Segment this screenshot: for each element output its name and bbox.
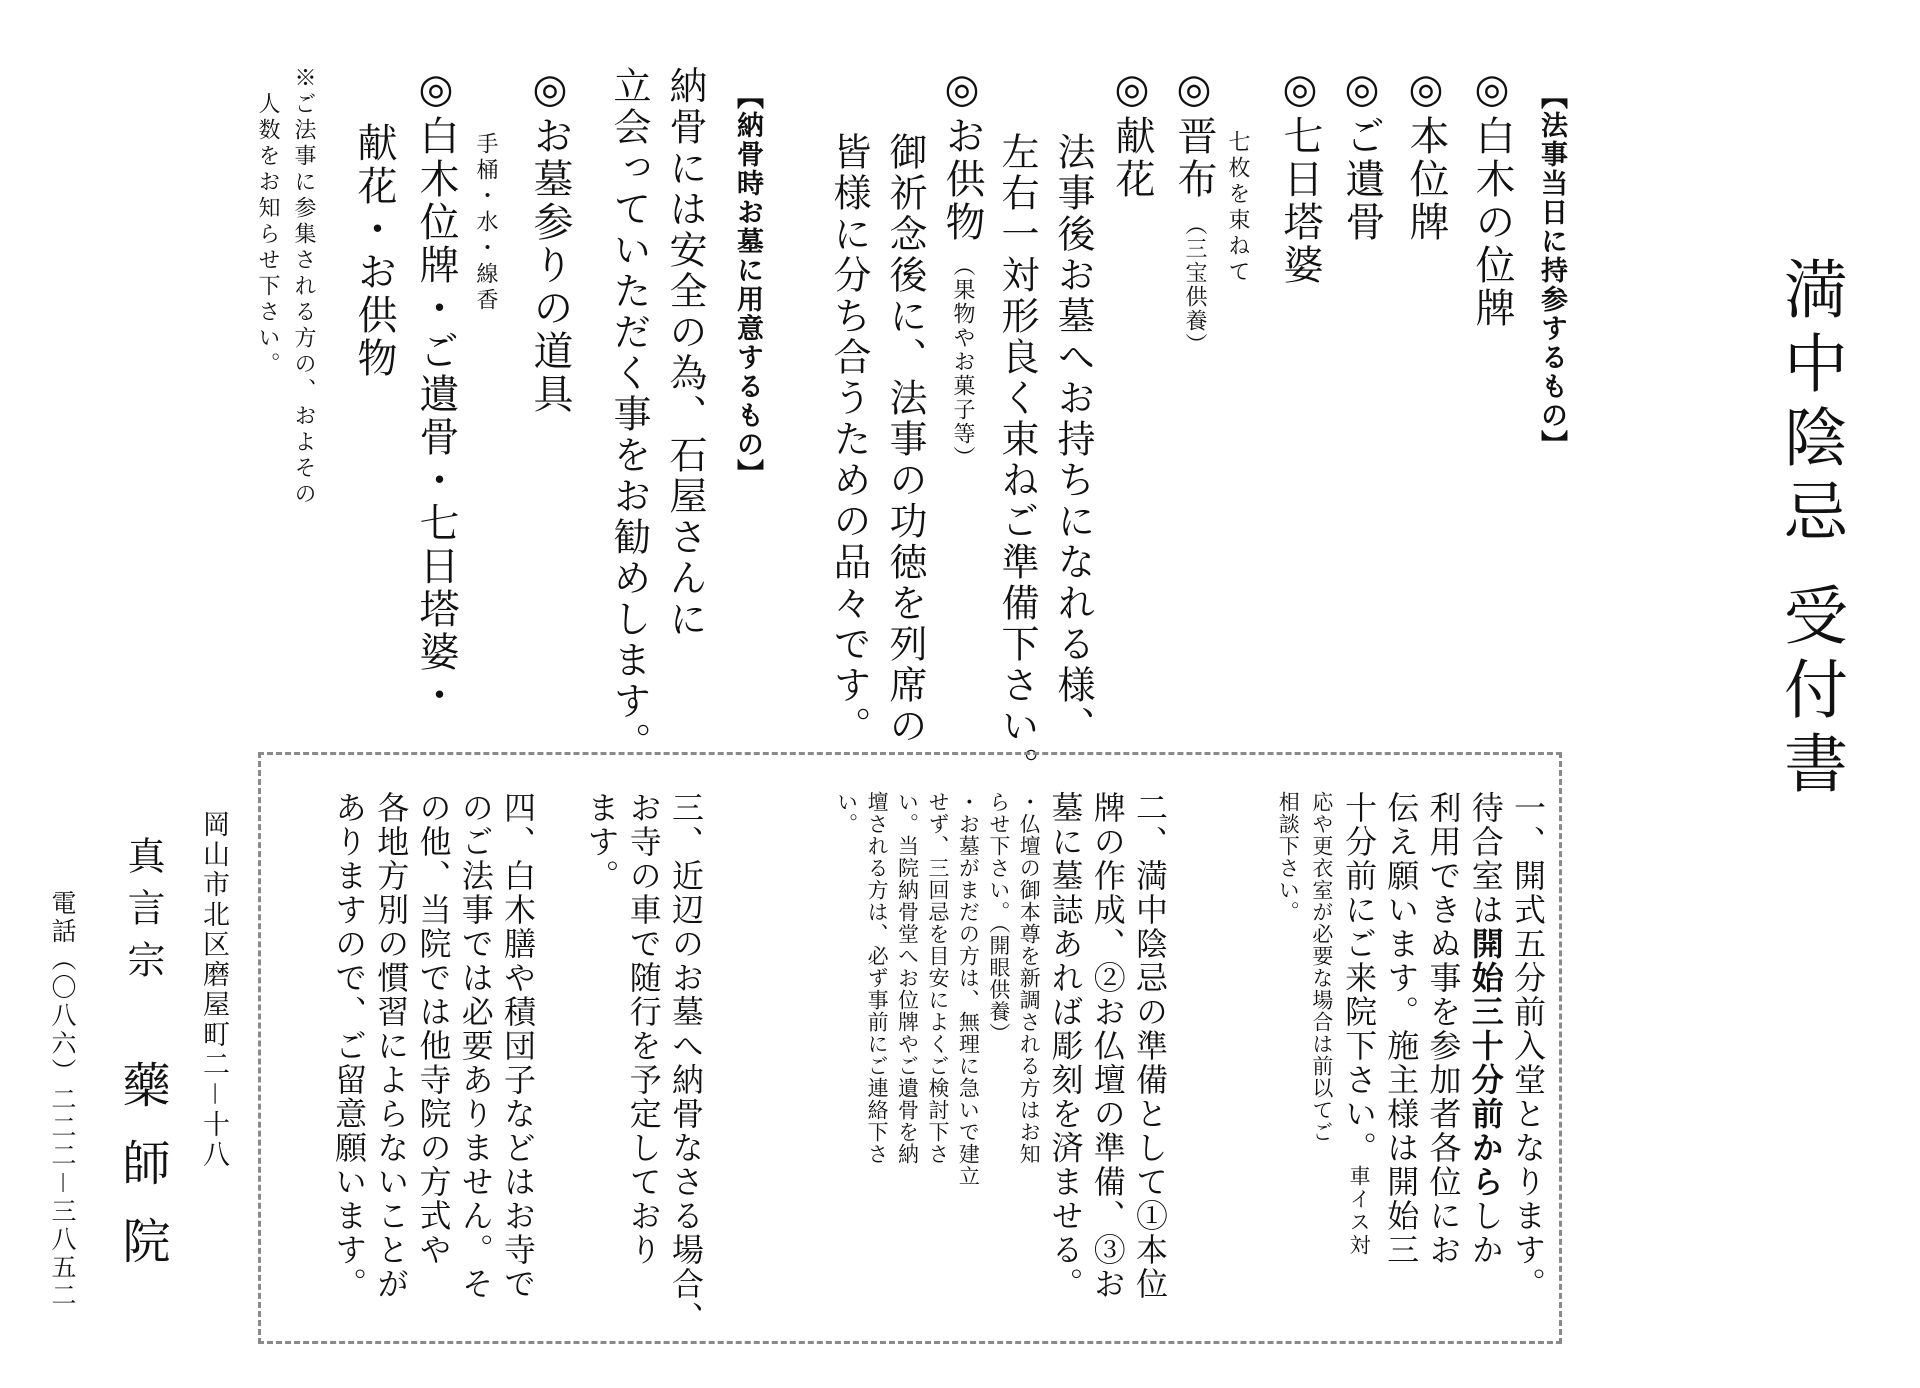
footnote-2: 人数をお知らせ下さい。 (255, 92, 280, 378)
bring-item-okumotsu-note-1: 御祈念後に、法事の功徳を列席の (883, 132, 927, 747)
notice-1-line-1: 一、開式五分前入堂となります。 (1509, 791, 1547, 1301)
notice-2-line-4: ・仏壇の御本尊を新調される方はお知 (1017, 791, 1042, 1165)
notice-1-line-3: 利用できぬ事を参加者各位にお (1424, 791, 1463, 1267)
bring-item-nanoka-toba-note: 七枚を束ねて (1225, 130, 1250, 286)
grave-header: 【納骨時お墓に用意するもの】 (732, 82, 763, 488)
notice-2-line-3: 墓に墓誌あれば彫刻を済ませる。 (1046, 791, 1085, 1301)
notice-4-line-2: のご法事では必要ありません。そ (456, 791, 495, 1301)
notice-2-line-5: らせ下さい。（開眼供養） (986, 791, 1011, 1045)
bring-item-okifu: ◎晋布（三宝供養） (1171, 66, 1217, 357)
bring-item-okumotsu-paren: （果物やお菓子等） (950, 254, 975, 470)
grave-text-1: 納骨には安全の為、石屋さんに (663, 66, 707, 640)
notice-2-line-6: ・お墓がまだの方は、無理に急いで建立 (956, 791, 981, 1187)
notice-2-line-2: 牌の作成、②お仏壇の準備、③お (1088, 791, 1127, 1301)
notice-3-line-2: お寺の車で随行を予定しており (624, 791, 663, 1267)
grave-item-shiraki: ◎白木位牌・ご遺骨・七日塔婆・ (413, 66, 459, 717)
bring-item-hon-ihai: ◎本位牌 (1403, 66, 1449, 244)
bring-item-kenka-note-1: 法事後お墓へお持ちになれる様、 (1051, 132, 1095, 747)
bring-item-kenka-note-2: 左右一対形良く束ねご準備下さい。 (995, 132, 1039, 788)
grave-text-2: 立会っていただく事をお勧めします。 (607, 66, 651, 763)
notice-1-line-7: 相談下さい。 (1276, 791, 1301, 923)
notice-1-line-5: 十分前にご来院下さい。車イス対 (1340, 791, 1379, 1257)
notice-1-emphasis: 開始三十分前から (1466, 927, 1505, 1199)
grave-item-ohakamairi: ◎お墓参りの道具 (527, 66, 573, 416)
notice-4 (328, 791, 539, 1301)
notice-1-line-2: 待合室は開始三十分前からしか (1466, 791, 1505, 1267)
grave-item-ohakamairi-note: 手桶・水・線香 (473, 132, 498, 314)
temple-sect: 真言宗 (121, 836, 165, 992)
bring-item-shiraki-ihai: ◎白木の位牌 (1469, 66, 1515, 330)
notice-1 (1271, 791, 1549, 1301)
notice-4-line-4: 各地方別の慣習によらないことが (372, 791, 411, 1301)
footnote-1: ※ご法事に参集される方の、およその (291, 66, 316, 508)
notice-4-line-3: の他、当院では他寺院の方式や (414, 791, 453, 1267)
notice-2 (831, 791, 1171, 1301)
notice-2-line-1: 二、満中陰忌の準備として①本位 (1131, 791, 1169, 1301)
bring-header: 【法事当日に持参するもの】 (1536, 82, 1567, 459)
bring-item-okumotsu: ◎お供物（果物やお菓子等） (939, 66, 985, 470)
temple-phone: 電話（〇八六）二二二－三八五二 (48, 890, 77, 1311)
notice-2-line-8: い。当院納骨堂へお位牌やご遺骨を納 (895, 791, 920, 1165)
notice-2-line-9: 壇される方は、必ず事前にご連絡下さ (865, 791, 890, 1165)
notice-3-line-3: ます。 (582, 791, 621, 893)
notice-4-line-5: ありますので、ご留意願います。 (330, 791, 369, 1301)
document-title: 満中陰忌 受付書 (1773, 256, 1847, 805)
bring-item-nanoka-toba: ◎七日塔婆 (1277, 66, 1323, 287)
notice-1-line-4: 伝え願います。施主様は開始三 (1382, 791, 1421, 1267)
notice-3 (580, 791, 707, 1335)
notice-4-line-1: 四、白木膳や積団子などはお寺で (499, 791, 537, 1301)
notice-1-line-6: 応や更衣室が必要な場合は前以てご (1309, 791, 1334, 1143)
bring-item-kenka: ◎献花 (1109, 66, 1155, 201)
bring-item-okumotsu-note-2: 皆様に分ち合うための品々です。 (827, 132, 871, 747)
temple-address: 岡山市北区磨屋町二－十八 (198, 810, 229, 1170)
notice-box (258, 752, 1562, 1344)
bring-item-okifu-note: （三宝供養） (1182, 213, 1207, 357)
notice-2-line-10: い。 (834, 791, 859, 835)
notice-3-line-1: 三、近辺のお墓へ納骨なさる場合、 (667, 791, 705, 1335)
grave-item-shiraki-cont: 献花・お供物 (351, 122, 397, 380)
bring-item-goikotsu: ◎ご遺骨 (1339, 66, 1385, 244)
notice-2-line-7: せず、三回忌を目安によくご検討下さ (925, 791, 950, 1165)
temple-name: 藥師院 (114, 1060, 170, 1294)
